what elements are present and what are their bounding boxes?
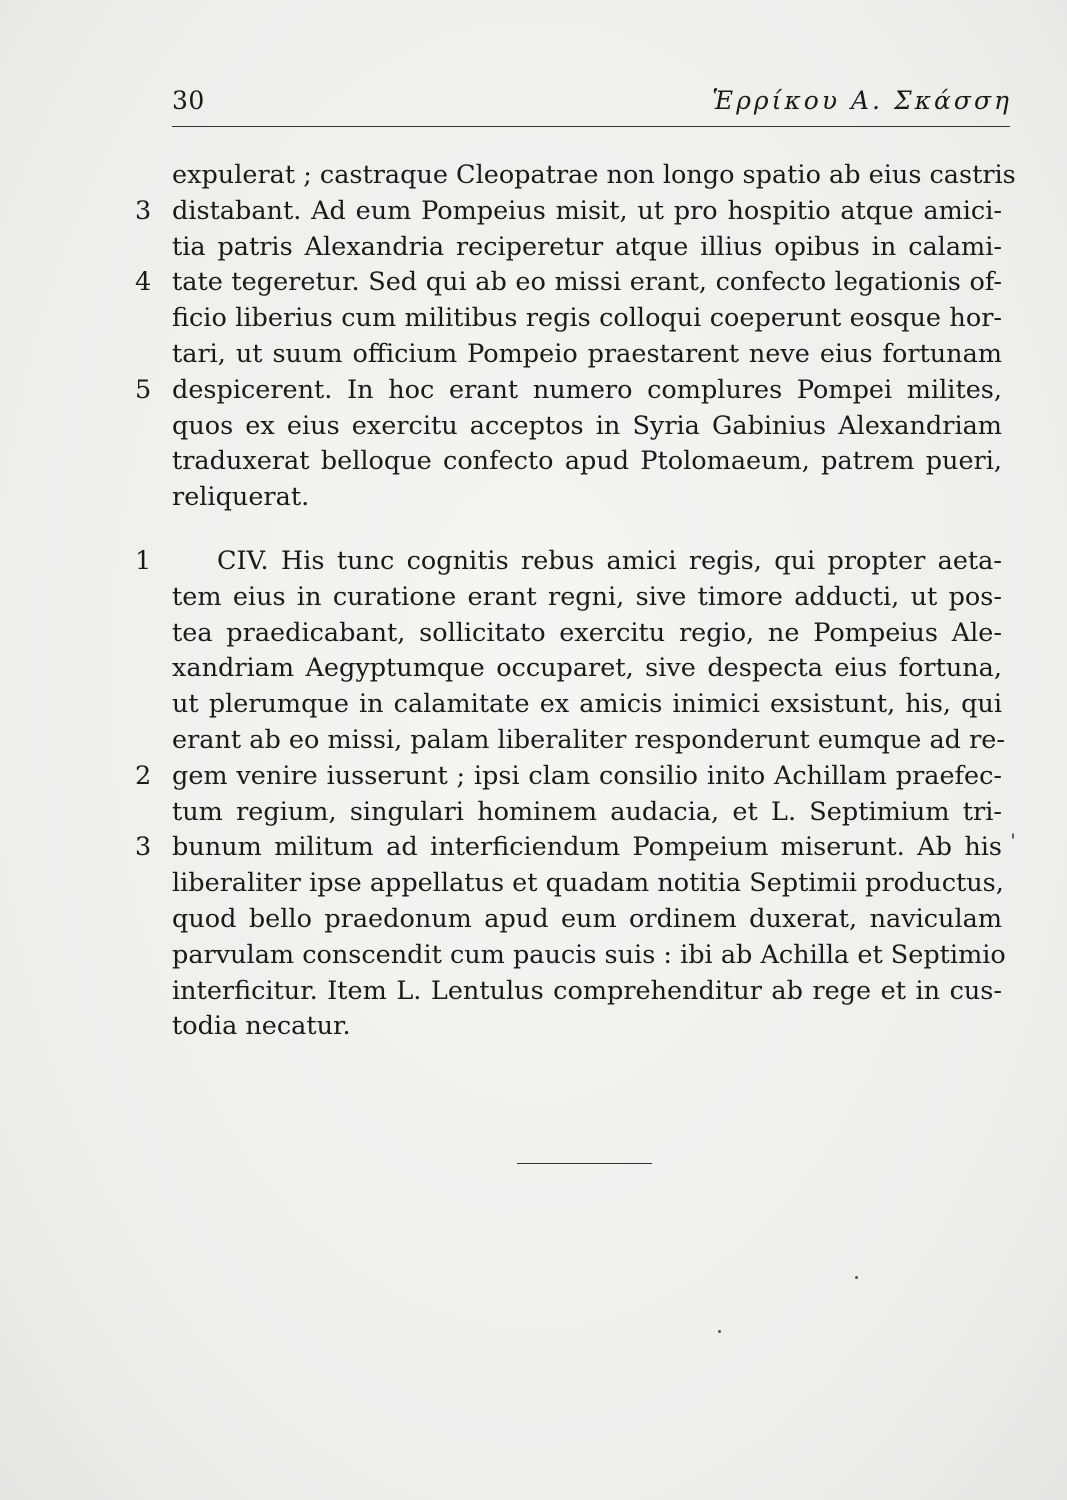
text-line [172,866,1002,902]
line-number: 1 [135,545,152,576]
line-text: tum regium, singulari hominem audacia, et L. Septimium tri- [172,796,1002,827]
text-line [135,544,1002,580]
text-line [135,759,1002,795]
text-line [135,373,1002,409]
paragraph-gap [172,516,1002,544]
text-line [172,974,1002,1010]
line-text: ficio liberius cum militibus regis colloqui coeperunt eosque hor- [172,303,1002,334]
line-number: 2 [135,760,152,791]
line-text: bunum militum ad interficiendum Pompeium miserunt. Ab his [172,832,1002,863]
text-line [172,902,1002,938]
line-number: 3 [135,195,152,226]
print-speck [855,1276,858,1279]
line-text: quod bello praedonum apud eum ordinem duxerat, naviculam [172,903,1002,934]
print-speck [1012,833,1014,839]
line-text: tari, ut suum officium Pompeio praestarent neve eius fortunam [172,338,1002,369]
text-line [172,616,1002,652]
page-number: 30 [172,86,205,115]
text-line [172,337,1002,373]
line-text: tate tegeretur. Sed qui ab eo missi erant, confecto legationis of- [172,267,1002,298]
section-end-rule [517,1163,652,1164]
text-line [135,194,1002,230]
text-line [172,230,1002,266]
line-text: quos ex eius exercitu acceptos in Syria Gabinius Alexandriam [172,410,1002,441]
page-header [172,86,1012,126]
line-text: tem eius in curatione erant regni, sive timore adducti, ut pos- [172,581,1002,612]
line-number: 4 [135,267,152,298]
line-number: 3 [135,832,152,863]
line-text: todia necatur. [172,1011,351,1042]
text-line [172,938,1006,974]
line-text: CIV. His tunc cognitis rebus amici regis, qui propter aeta- [217,545,1002,576]
line-text: reliquerat. [172,482,310,513]
text-line [135,265,1002,301]
line-text: distabant. Ad eum Pompeius misit, ut pro hospitio atque amici- [172,195,1002,226]
line-text: parvulam conscendit cum paucis suis : ibi ab Achilla et Septimio [172,939,1006,970]
text-line [135,830,1002,866]
text-line [172,409,1002,445]
line-text: tia patris Alexandria reciperetur atque illius opibus in calami- [172,231,1002,262]
text-line [172,580,1002,616]
running-head: Ἑρρίκου Α. Σκάσση [712,86,1012,115]
text-line [172,301,1002,337]
line-text: expulerat ; castraque Cleopatrae non longo spatio ab eius castris [172,160,1016,190]
text-line [172,723,1005,759]
header-rule [172,126,1010,127]
text-line [172,795,1002,831]
line-text: erant ab eo missi, palam liberaliter responderunt eumque ad re- [172,724,1005,755]
text-line [172,158,1016,194]
line-text: tea praedicabant, sollicitato exercitu regio, ne Pompeius Ale- [172,617,1002,648]
line-text: interficitur. Item L. Lentulus comprehenditur ab rege et in cus- [172,975,1002,1006]
paragraph-2 [135,544,1006,1045]
line-text: traduxerat belloque confecto apud Ptolomaeum, patrem pueri, [172,446,1002,477]
text-line [172,444,1002,480]
text-line [172,480,1002,516]
text-line [172,1009,1002,1045]
line-text: liberaliter ipse appellatus et quadam notitia Septimii productus, [172,868,1004,899]
paragraph-1 [135,158,1016,516]
line-text: ut plerumque in calamitate ex amicis inimici exsistunt, his, qui [172,689,1002,720]
line-text: gem venire iusserunt ; ipsi clam consilio inito Achillam praefec- [172,760,1002,791]
text-line [172,651,1002,687]
text-block [135,158,1016,1045]
text-line [172,687,1002,723]
line-text: despicerent. In hoc erant numero complures Pompei milites, [172,374,1002,405]
line-text: xandriam Aegyptumque occuparet, sive despecta eius fortuna, [172,653,1002,684]
print-speck [718,1330,721,1333]
line-number: 5 [135,374,152,405]
